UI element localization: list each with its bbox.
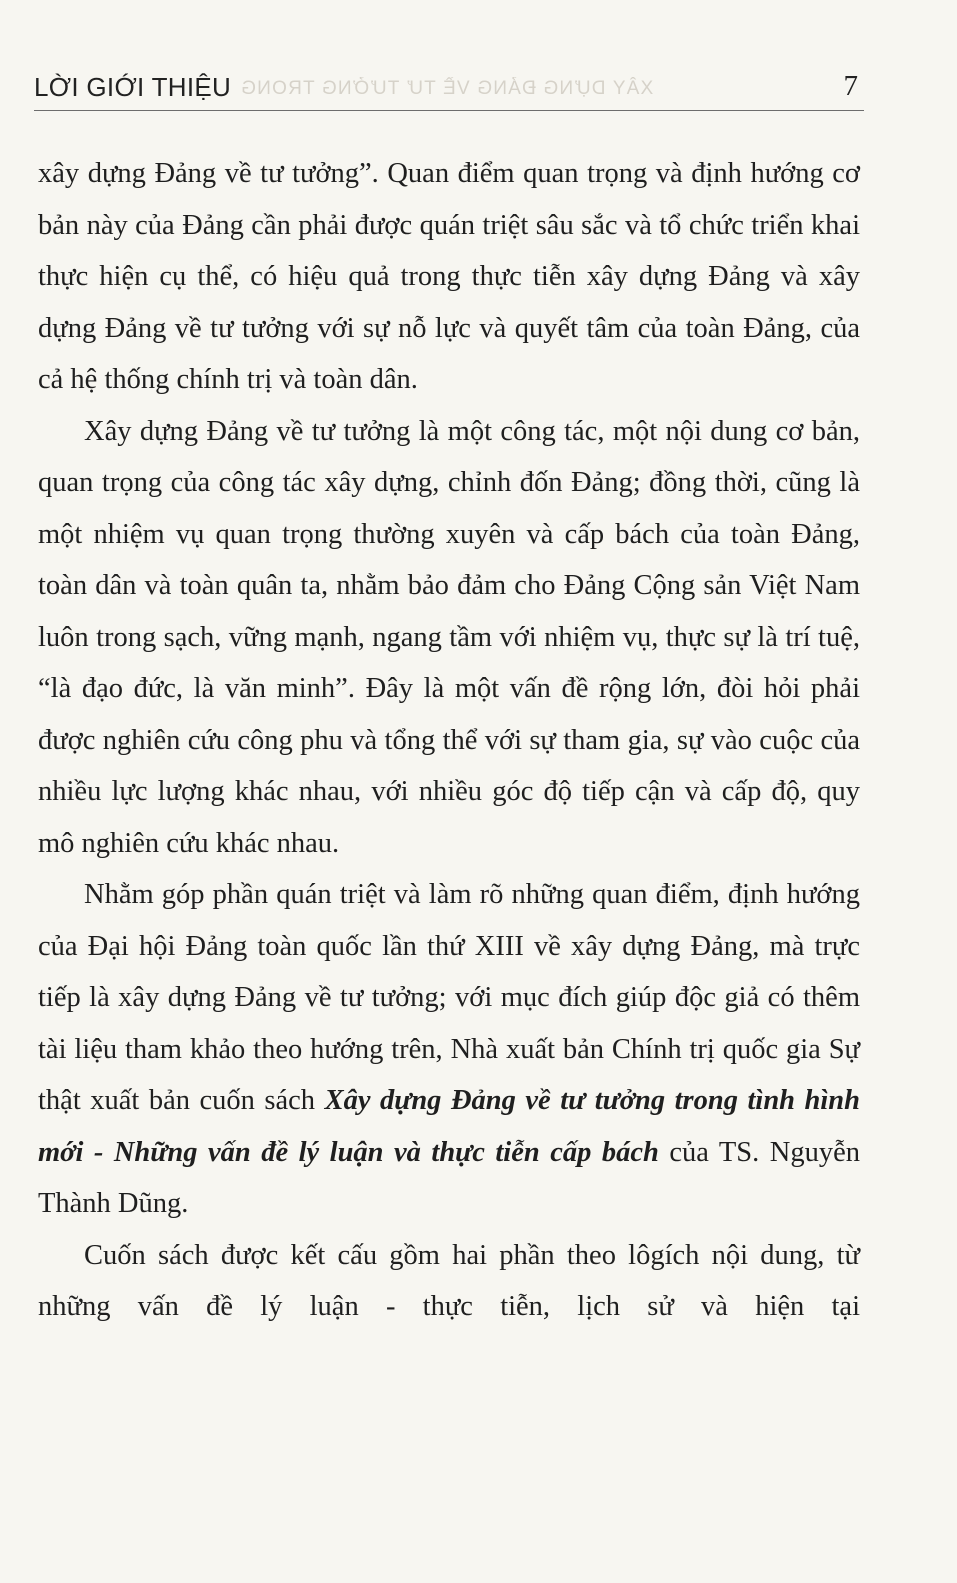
paragraph-1: xây dựng Đảng về tư tưởng”. Quan điểm quan trọng và định hướng cơ bản này của Đảng cần phải được quán triệt sâu sắc và tổ chức triển khai thực hiện cụ thể, có hiệu quả trong thực tiễn xây dựng Đảng và xây dựng Đảng về tư tưởng với sự nỗ lực và quyết tâm của toàn Đảng, của cả hệ thống chính trị và toàn dân.: [38, 158, 860, 395]
paragraph-2: Xây dựng Đảng về tư tưởng là một công tác, một nội dung cơ bản, quan trọng của công tác xây dựng, chỉnh đốn Đảng; đồng thời, cũng là một nhiệm vụ quan trọng thường xuyên và cấp bách của toàn Đảng, toàn dân và toàn quân ta, nhằm bảo đảm cho Đảng Cộng sản Việt Nam luôn trong sạch, vững mạnh, ngang tầm với nhiệm vụ, thực sự là trí tuệ, “là đạo đức, là văn minh”. Đây là một vấn đề rộng lớn, đòi hỏi phải được nghiên cứu công phu và tổng thể với sự tham gia, sự vào cuộc của nhiều lực lượng khác nhau, với nhiều góc độ tiếp cận và cấp độ, quy mô nghiên cứu khác nhau.: [38, 415, 860, 859]
paragraph-3-tail: của TS. Nguyễn Thành Dũng.: [38, 1136, 860, 1219]
page-number: 7: [843, 70, 858, 102]
show-through-text: XÂY DỰNG ĐẢNG VỀ TƯ TƯỞNG TRONG: [240, 78, 654, 99]
paragraph-4: Cuốn sách được kết cấu gồm hai phần theo lôgích nội dung, từ những vấn đề lý luận - thực tiễn, lịch sử và hiện tại: [38, 1239, 860, 1322]
paragraph-3-lead: Nhằm góp phần quán triệt và làm rõ những quan điểm, định hướng của Đại hội Đảng toàn quốc lần thứ XIII về xây dựng Đảng, mà trực tiếp là xây dựng Đảng về tư tưởng; với mục đích giúp độc giả có thêm tài liệu tham khảo theo hướng trên, Nhà xuất bản Chính trị quốc gia Sự thật xuất bản cuốn sách: [38, 879, 860, 1116]
book-title: Xây dựng Đảng về tư tưởng trong tình hình mới - Những vấn đề lý luận và thực tiễn cấp bách: [38, 1085, 861, 1168]
section-title: LỜI GIỚI THIỆU: [34, 72, 232, 102]
paragraph-3: [38, 869, 860, 1230]
body-text: [38, 148, 860, 1333]
